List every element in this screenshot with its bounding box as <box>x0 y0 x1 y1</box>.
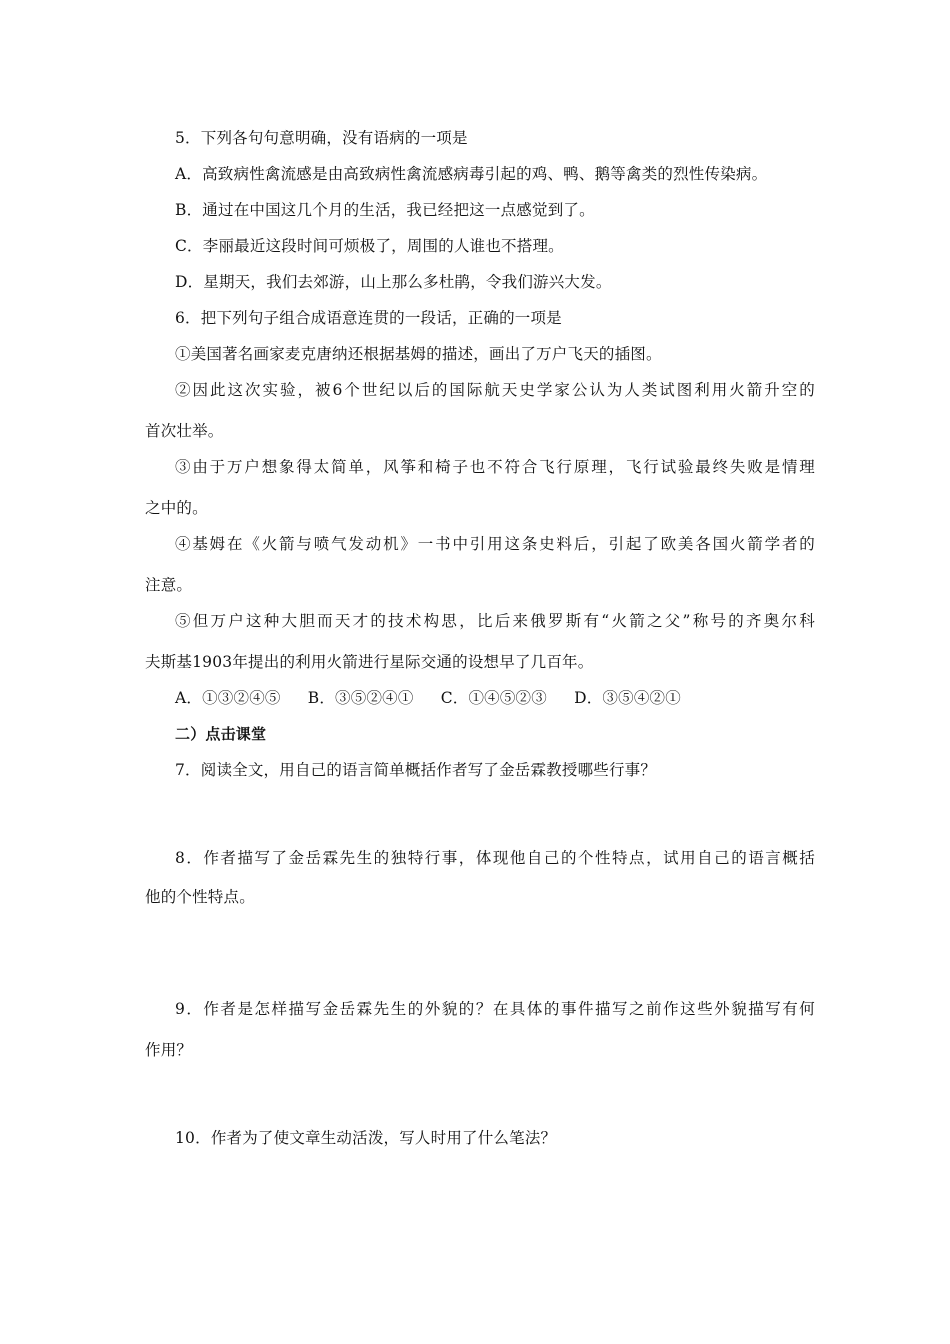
q6-stem: 6．把下列句子组合成语意连贯的一段话，正确的一项是 <box>175 309 562 327</box>
q6-sentence-4-line-2: 注意。 <box>145 576 193 594</box>
q6-sentence-1: ①美国著名画家麦克唐纳还根据基姆的描述，画出了万户飞天的插图。 <box>175 345 662 363</box>
q6-sentence-5-line-1: ⑤但万户这种大胆而天才的技术构思，比后来俄罗斯有“火箭之父”称号的齐奥尔科 <box>175 612 815 630</box>
q8-stem-line-2: 他的个性特点。 <box>145 888 255 906</box>
q6-options <box>175 688 845 708</box>
q5-option-b: B．通过在中国这几个月的生活，我已经把这一点感觉到了。 <box>175 201 595 219</box>
q5-option-d: D．星期天，我们去郊游，山上那么多杜鹃，令我们游兴大发。 <box>175 273 612 291</box>
q6-option-b: B．③⑤②④① <box>307 689 414 707</box>
q9-stem-line-1: 9．作者是怎样描写金岳霖先生的外貌的？在具体的事件描写之前作这些外貌描写有何 <box>175 1000 815 1018</box>
q6-sentence-3-line-2: 之中的。 <box>145 499 208 517</box>
q5-option-c: C．李丽最近这段时间可烦极了，周围的人谁也不搭理。 <box>175 237 564 255</box>
q5-stem: 5．下列各句句意明确，没有语病的一项是 <box>175 129 468 147</box>
q6-sentence-2-line-2: 首次壮举。 <box>145 422 224 440</box>
section-heading: 二）点击课堂 <box>175 725 267 743</box>
q6-sentence-3-line-1: ③由于万户想象得太简单，风筝和椅子也不符合飞行原理，飞行试验最终失败是情理 <box>175 458 815 476</box>
q6-option-d: D．③⑤④②① <box>574 689 681 707</box>
q5-option-a: A．高致病性禽流感是由高致病性禽流感病毒引起的鸡、鸭、鹅等禽类的烈性传染病。 <box>175 165 768 183</box>
q6-option-c: C．①④⑤②③ <box>440 689 547 707</box>
q7-stem: 7．阅读全文，用自己的语言简单概括作者写了金岳霖教授哪些行事？ <box>175 761 657 779</box>
q10-stem: 10．作者为了使文章生动活泼，写人时用了什么笔法？ <box>175 1129 557 1147</box>
q8-stem-line-1: 8．作者描写了金岳霖先生的独特行事，体现他自己的个性特点，试用自己的语言概括 <box>175 849 815 867</box>
q6-sentence-5-line-2: 夫斯基1903年提出的利用火箭进行星际交通的设想早了几百年。 <box>145 653 594 671</box>
q9-stem-line-2: 作用？ <box>145 1041 193 1059</box>
q6-sentence-4-line-1: ④基姆在《火箭与喷气发动机》一书中引用这条史料后，引起了欧美各国火箭学者的 <box>175 535 815 553</box>
q6-option-a: A．①③②④⑤ <box>175 689 281 707</box>
q6-sentence-2-line-1: ②因此这次实验，被6个世纪以后的国际航天史学家公认为人类试图利用火箭升空的 <box>175 381 815 399</box>
